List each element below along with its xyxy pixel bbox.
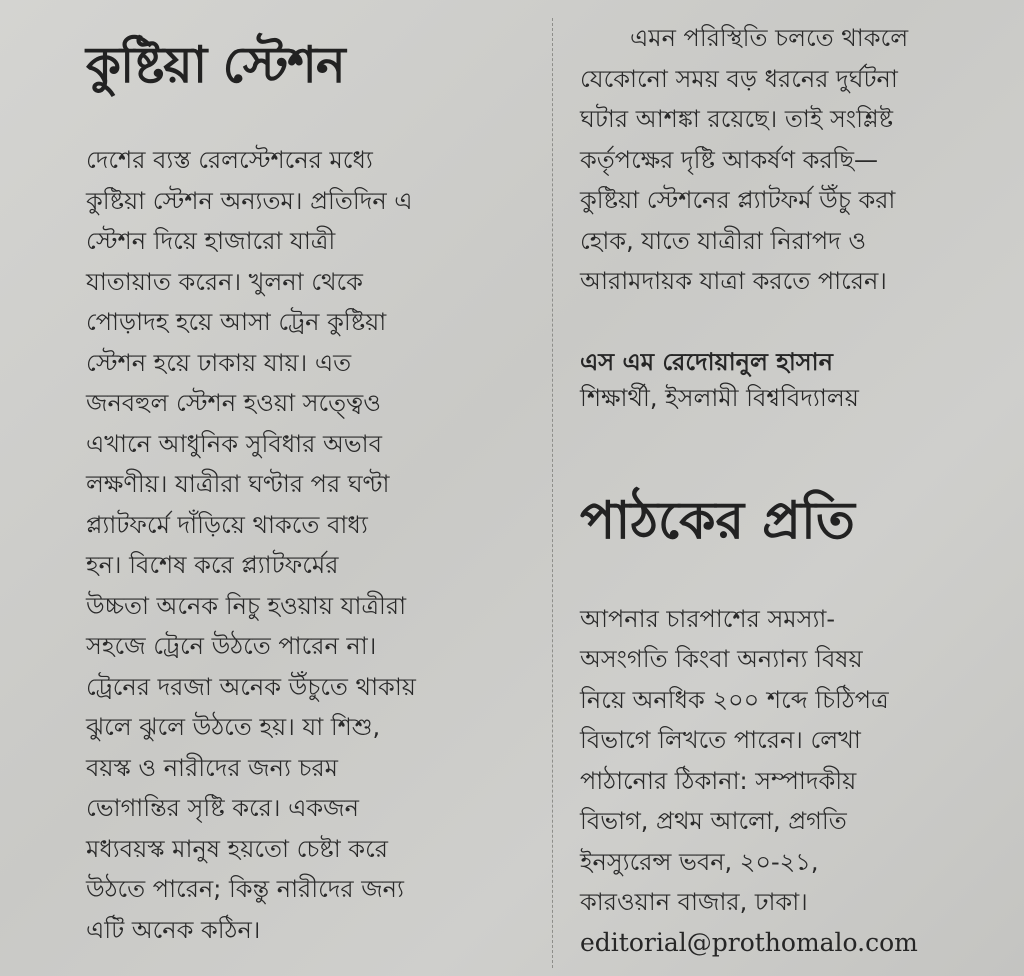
letter-line: বয়স্ক ও নারীদের জন্য চরম <box>86 753 339 782</box>
letter-line: লক্ষণীয়। যাত্রীরা ঘণ্টার পর ঘণ্টা <box>86 470 390 498</box>
letter-column <box>86 30 556 950</box>
notice-line: ইনস্যুরেন্স ভবন, ২০-২১, <box>580 847 819 876</box>
letter-author <box>580 344 1010 416</box>
letter-body <box>86 140 556 950</box>
notice-line: পাঠানোর ঠিকানা: সম্পাদকীয় <box>580 766 857 795</box>
letter-line: যাতায়াত করেন। খুলনা থেকে <box>86 267 363 296</box>
letter-line: ভোগান্তির সৃষ্টি করে। একজন <box>86 794 359 822</box>
letter-continued-line: কর্তৃপক্ষের দৃষ্টি আকর্ষণ করছি— <box>580 145 879 174</box>
letter-line: হন। বিশেষ করে প্ল্যাটফর্মের <box>86 551 339 579</box>
letter-line: স্টেশন হয়ে ঢাকায় যায়। এত <box>86 348 352 377</box>
letter-line: প্ল্যাটফর্মে দাঁড়িয়ে থাকতে বাধ্য <box>86 510 368 539</box>
author-name: এস এম রেদোয়ানুল হাসান <box>580 347 833 376</box>
letter-continued-line: এমন পরিস্থিতি চলতে থাকলে <box>630 24 909 52</box>
letter-line: এখানে আধুনিক সুবিধার অভাব <box>86 429 382 458</box>
letter-line: মধ্যবয়স্ক মানুষ হয়তো চেষ্টা করে <box>86 834 388 863</box>
letter-continued-line: হোক, যাতে যাত্রীরা নিরাপদ ও <box>580 226 867 255</box>
letter-line: ট্রেনের দরজা অনেক উঁচুতে থাকায় <box>86 672 416 701</box>
notice-line: বিভাগে লিখতে পারেন। লেখা <box>580 726 861 755</box>
letter-line: ঝুলে ঝুলে উঠতে হয়। যা শিশু, <box>86 713 381 741</box>
editorial-email: editorial@prothomalo.com <box>580 927 918 957</box>
letter-line: সহজে ট্রেনে উঠতে পারেন না। <box>86 632 377 660</box>
column-divider <box>552 18 553 968</box>
readers-notice-body <box>580 599 1010 964</box>
letter-line: এটি অনেক কঠিন। <box>86 915 261 944</box>
letter-line: উঠতে পারেন; কিন্তু নারীদের জন্য <box>86 875 404 903</box>
letter-line: উচ্চতা অনেক নিচু হওয়ায় যাত্রীরা <box>86 591 407 620</box>
letter-line: দেশের ব্যস্ত রেলস্টেশনের মধ্যে <box>86 146 373 174</box>
letter-headline: কুষ্টিয়া স্টেশন <box>86 36 345 94</box>
notice-line: অসংগতি কিংবা অন্যান্য বিষয় <box>580 645 863 674</box>
notice-line: কারওয়ান বাজার, ঢাকা। <box>580 888 808 917</box>
letter-continued-line: ঘটার আশঙ্কা রয়েছে। তাই সংশ্লিষ্ট <box>580 105 894 133</box>
right-column <box>580 18 1010 963</box>
letter-continued-line: কুষ্টিয়া স্টেশনের প্ল্যাটফর্ম উঁচু করা <box>580 186 896 214</box>
author-title: শিক্ষার্থী, ইসলামী বিশ্ববিদ্যালয় <box>580 383 859 412</box>
readers-notice-heading: পাঠকের প্রতি <box>580 490 855 551</box>
letter-line: পোড়াদহ হয়ে আসা ট্রেন কুষ্টিয়া <box>86 308 387 336</box>
letter-line: স্টেশন দিয়ে হাজারো যাত্রী <box>86 227 336 255</box>
letter-line: জনবহুল স্টেশন হওয়া সত্ত্বেও <box>86 389 381 417</box>
notice-line: নিয়ে অনধিক ২০০ শব্দে চিঠিপত্র <box>580 685 889 714</box>
letter-continued-line: আরামদায়ক যাত্রা করতে পারেন। <box>580 267 887 295</box>
letter-continued <box>580 18 1010 302</box>
notice-line: বিভাগ, প্রথম আলো, প্রগতি <box>580 807 847 836</box>
letter-continued-line: যেকোনো সময় বড় ধরনের দুর্ঘটনা <box>580 64 898 93</box>
notice-line: আপনার চারপাশের সমস্যা- <box>580 604 836 633</box>
letter-line: কুষ্টিয়া স্টেশন অন্যতম। প্রতিদিন এ <box>86 186 413 215</box>
